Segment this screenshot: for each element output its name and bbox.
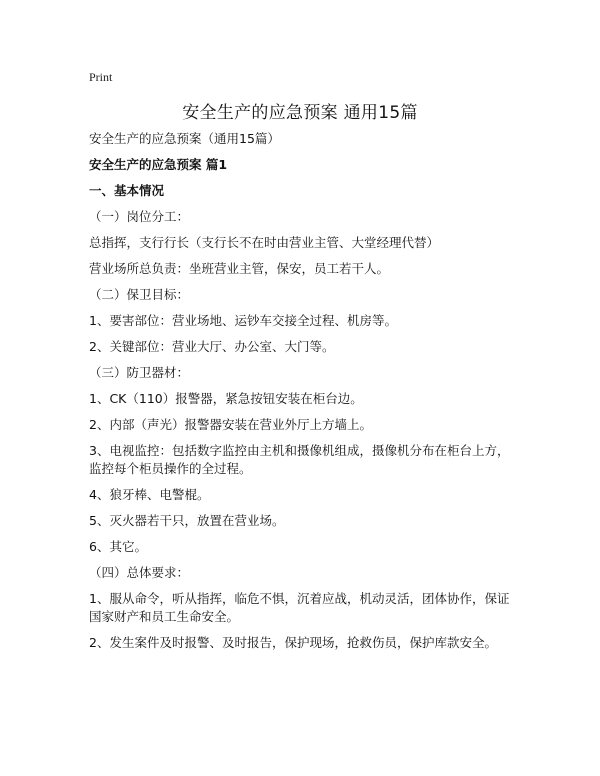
paragraph: （四）总体要求： — [89, 565, 190, 580]
paragraph: 1、CK（110）报警器，紧急按钮安装在柜台边。 — [89, 391, 363, 406]
paragraph: 2、发生案件及时报警、及时报告，保护现场，抢救伤员，保护库款安全。 — [89, 635, 497, 650]
paragraph-subtitle: 安全生产的应急预案（通用15篇） — [89, 131, 280, 146]
paragraph: 2、关键部位：营业大厅、办公室、大门等。 — [89, 339, 335, 354]
document-body — [89, 130, 519, 660]
paragraph: 6、其它。 — [89, 539, 147, 554]
paragraph: 1、要害部位：营业场地、运钞车交接全过程、机房等。 — [89, 313, 397, 328]
section-heading: 安全生产的应急预案 篇1 — [89, 157, 228, 172]
paragraph: 总指挥，支行行长（支行长不在时由营业主管、大堂经理代替） — [89, 235, 440, 250]
paragraph: （一）岗位分工： — [89, 209, 190, 224]
paragraph: 营业场所总负责：坐班营业主管，保安，员工若干人。 — [89, 261, 390, 276]
document-title: 安全生产的应急预案 通用15篇 — [182, 103, 418, 123]
subsection-heading: 一、基本情况 — [89, 183, 165, 198]
paragraph: 1、服从命令，听从指挥，临危不惧，沉着应战，机动灵活，团体协作，保证国家财产和员工生命安全。 — [89, 591, 510, 624]
paragraph: 4、狼牙棒、电警棍。 — [89, 487, 210, 502]
paragraph: （二）保卫目标： — [89, 287, 190, 302]
paragraph: 3、电视监控：包括数字监控由主机和摄像机组成，摄像机分布在柜台上方，监控每个柜员操作的全过程。 — [89, 443, 510, 476]
paragraph: 5、灭火器若干只，放置在营业场。 — [89, 513, 285, 528]
paragraph: 2、内部（声光）报警器安装在营业外厅上方墙上。 — [89, 417, 372, 432]
paragraph: （三）防卫器材： — [89, 365, 190, 380]
print-link[interactable]: Print — [89, 70, 113, 84]
